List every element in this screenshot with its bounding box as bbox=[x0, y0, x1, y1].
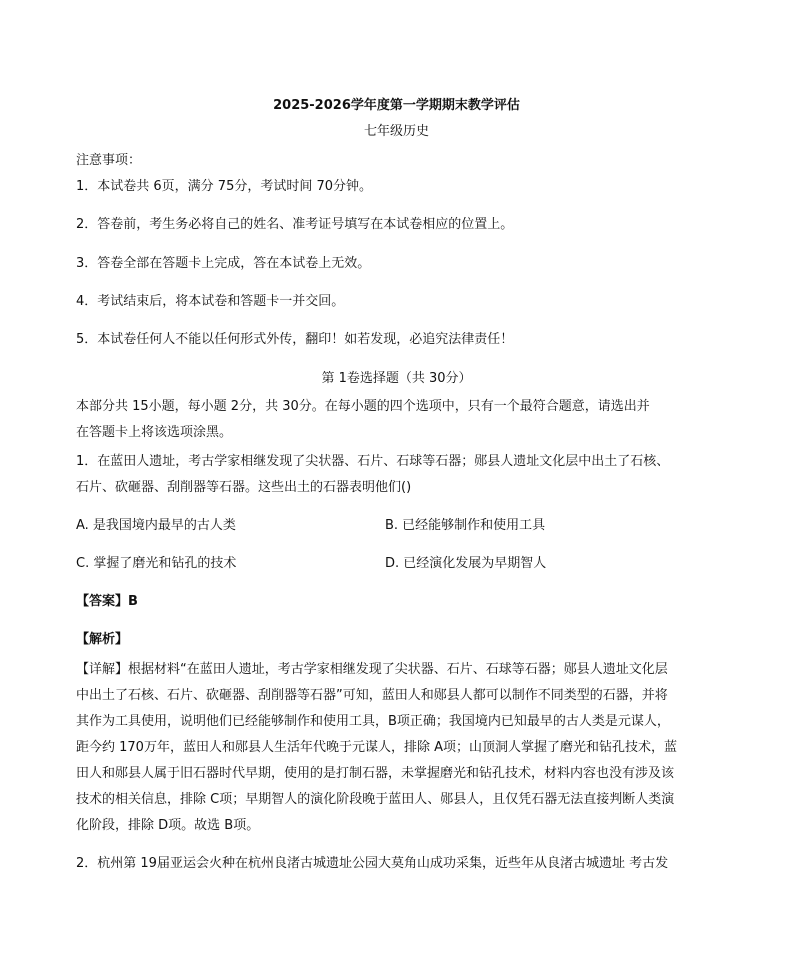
notice-heading: 注意事项： bbox=[76, 153, 142, 168]
analysis-line: 技术的相关信息，排除 C项；早期智人的演化阶段晚于蓝田人、郧县人，且仅凭石器无法直接判断人类演 bbox=[76, 792, 675, 807]
section-instructions: 本部分共 15小题，每小题 2分，共 30分。在每小题的四个选项中，只有一个最符合题意，请选出并 bbox=[76, 399, 650, 414]
analysis-label: 【解析】 bbox=[76, 632, 129, 647]
exam-subtitle: 七年级历史 bbox=[363, 124, 429, 139]
notice-item: 3．答卷全部在答题卡上完成，答在本试卷上无效。 bbox=[76, 256, 371, 271]
exam-title: 2025-2026学年度第一学期期末教学评估 bbox=[273, 98, 520, 113]
option-c: C. 掌握了磨光和钻孔的技术 bbox=[76, 556, 237, 571]
option-b: B. 已经能够制作和使用工具 bbox=[385, 518, 546, 533]
notice-item: 5．本试卷任何人不能以任何形式外传，翻印！如若发现，必追究法律责任！ bbox=[76, 332, 514, 347]
option-a: A. 是我国境内最早的古人类 bbox=[76, 518, 236, 533]
notice-item: 1．本试卷共 6页，满分 75分，考试时间 70分钟。 bbox=[76, 179, 373, 194]
question-stem: 2．杭州第 19届亚运会火种在杭州良渚古城遗址公园大莫角山成功采集，近些年从良渚古城遗址 考古发 bbox=[76, 856, 669, 871]
question-stem: 1．在蓝田人遗址，考古学家相继发现了尖状器、石片、石球等石器；郧县人遗址文化层中出土了石核、 bbox=[76, 454, 670, 469]
analysis-line: 田人和郧县人属于旧石器时代早期，使用的是打制石器，未掌握磨光和钻孔技术，材料内容也没有涉及该 bbox=[76, 766, 675, 781]
analysis-detail bbox=[76, 657, 726, 839]
notice-item: 4．考试结束后，将本试卷和答题卡一并交回。 bbox=[76, 294, 345, 309]
question-stem: 石片、砍砸器、刮削器等石器。这些出土的石器表明他们() bbox=[76, 480, 412, 495]
analysis-line: 其作为工具使用，说明他们已经能够制作和使用工具，B项正确；我国境内已知最早的古人类是元谋人， bbox=[76, 714, 670, 729]
analysis-line: 距今约 170万年，蓝田人和郧县人生活年代晚于元谋人，排除 A项；山顶洞人掌握了磨光和钻孔技术，蓝 bbox=[76, 740, 677, 755]
option-d: D. 已经演化发展为早期智人 bbox=[385, 556, 547, 571]
answer-label: 【答案】B bbox=[76, 594, 138, 609]
analysis-line: 化阶段，排除 D项。故选 B项。 bbox=[76, 818, 260, 833]
analysis-line: 中出土了石核、石片、砍砸器、刮削器等石器”可知，蓝田人和郧县人都可以制作不同类型的石器，并将 bbox=[76, 688, 668, 703]
notice-item: 2．答卷前，考生务必将自己的姓名、准考证号填写在本试卷相应的位置上。 bbox=[76, 217, 514, 232]
analysis-line: 【详解】根据材料“在蓝田人遗址，考古学家相继发现了尖状器、石片、石球等石器；郧县人遗址文化层 bbox=[76, 662, 668, 677]
section-instructions: 在答题卡上将该选项涂黑。 bbox=[76, 425, 233, 440]
section-heading: 第 1卷选择题（共 30分） bbox=[321, 371, 472, 386]
